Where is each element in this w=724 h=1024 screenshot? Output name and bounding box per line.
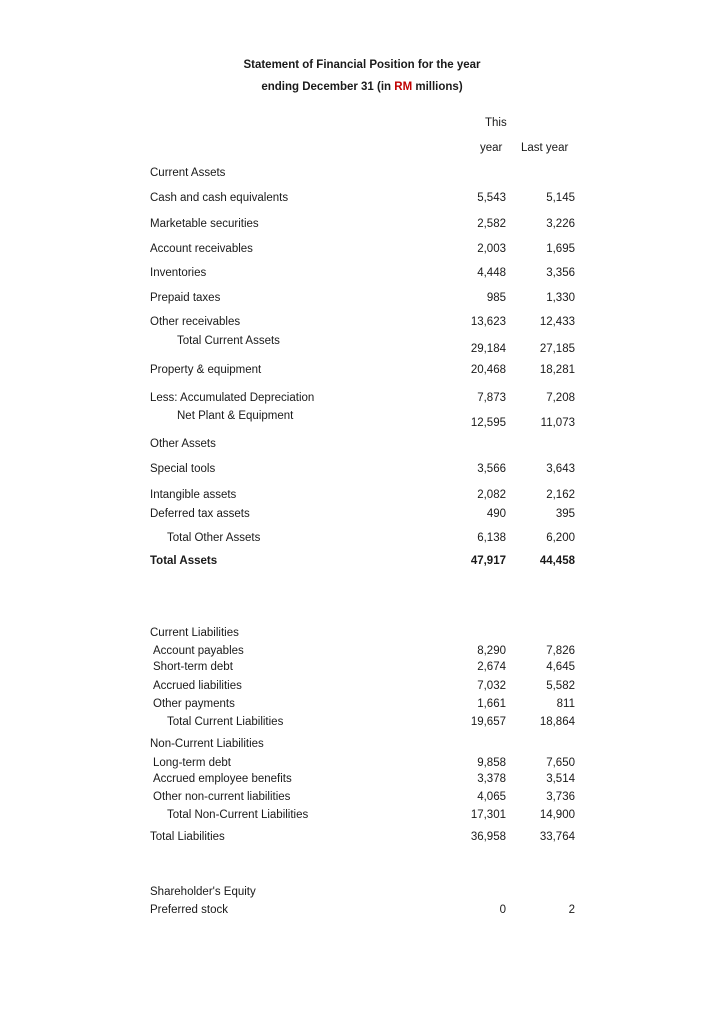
row-label: Total Current Liabilities (167, 716, 284, 728)
value-last-year: 6,200 (546, 532, 575, 544)
value-last-year: 1,330 (546, 292, 575, 304)
value-this-year: 6,138 (477, 532, 506, 544)
value-last-year: 3,356 (546, 267, 575, 279)
row-other-non-current-liabilities (0, 791, 724, 807)
value-this-year: 29,184 (470, 343, 506, 355)
row-total-non-current-liabilities (0, 809, 724, 825)
value-last-year: 12,433 (539, 316, 575, 328)
row-label: Current Liabilities (150, 627, 239, 639)
row-accrued-liabilities (0, 680, 724, 696)
row-label: Short-term debt (153, 661, 233, 673)
value-this-year: 47,917 (470, 555, 506, 567)
value-this-year: 2,003 (477, 243, 506, 255)
row-label: Total Other Assets (167, 532, 261, 544)
value-this-year: 13,623 (470, 316, 506, 328)
row-label: Total Non-Current Liabilities (167, 809, 309, 821)
row-total-current-assets-values (0, 343, 724, 359)
value-this-year: 490 (486, 508, 506, 520)
row-label: Accrued employee benefits (153, 773, 292, 785)
row-label: Inventories (150, 267, 207, 279)
row-label: Special tools (150, 463, 216, 475)
value-last-year: 5,582 (546, 680, 575, 692)
value-last-year: 811 (556, 698, 575, 710)
value-this-year: 2,082 (477, 489, 506, 501)
row-label: Marketable securities (150, 218, 259, 230)
value-this-year: 7,873 (477, 392, 506, 404)
col-header-this-line2: year (480, 142, 503, 154)
row-short-term-debt (0, 661, 724, 677)
row-label: Account payables (153, 645, 244, 657)
value-last-year: 44,458 (539, 555, 575, 567)
row-cash (0, 192, 724, 208)
value-this-year: 19,657 (470, 716, 506, 728)
value-this-year: 36,958 (470, 831, 506, 843)
value-this-year: 0 (499, 904, 506, 916)
value-this-year: 2,674 (477, 661, 506, 673)
row-total-assets (0, 555, 724, 571)
row-label: Other receivables (150, 316, 241, 328)
row-label: Current Assets (150, 167, 226, 179)
value-last-year: 11,073 (540, 417, 575, 429)
value-this-year: 985 (486, 292, 506, 304)
value-this-year: 9,858 (477, 757, 506, 769)
value-last-year: 5,145 (546, 192, 575, 204)
value-last-year: 2 (568, 904, 575, 916)
value-this-year: 20,468 (470, 364, 506, 376)
row-label: Total Assets (150, 555, 218, 567)
value-last-year: 18,864 (539, 716, 575, 728)
value-this-year: 4,065 (477, 791, 506, 803)
row-long-term-debt (0, 757, 724, 773)
statement-title-line1: Statement of Financial Position for the year (243, 59, 481, 71)
current-liabilities-header (0, 627, 724, 643)
value-last-year: 395 (555, 508, 575, 520)
value-last-year: 27,185 (539, 343, 575, 355)
other-assets-header (0, 438, 724, 454)
col-header-this-line1: This (485, 117, 507, 129)
row-accumulated-depreciation (0, 392, 724, 408)
row-deferred-tax-assets (0, 508, 724, 524)
row-label: Intangible assets (150, 489, 237, 501)
row-label: Prepaid taxes (150, 292, 221, 304)
statement-title-line2 (0, 81, 724, 93)
row-marketable-securities (0, 218, 724, 234)
row-label: Long-term debt (153, 757, 231, 769)
row-total-other-assets (0, 532, 724, 548)
row-label: Property & equipment (150, 364, 262, 376)
value-last-year: 2,162 (546, 489, 575, 501)
row-label: Deferred tax assets (150, 508, 250, 520)
row-accrued-employee-benefits (0, 773, 724, 789)
value-last-year: 7,208 (546, 392, 575, 404)
row-label: Account receivables (150, 243, 253, 255)
value-last-year: 3,226 (546, 218, 575, 230)
row-label: Shareholder's Equity (150, 886, 256, 898)
row-property-equipment (0, 364, 724, 380)
value-last-year: 14,900 (539, 809, 575, 821)
row-label: Less: Accumulated Depreciation (150, 392, 315, 404)
row-prepaid-taxes (0, 292, 724, 308)
currency-label: RM (394, 81, 413, 93)
value-last-year: 18,281 (539, 364, 575, 376)
row-other-payments (0, 698, 724, 714)
row-account-payables (0, 645, 724, 661)
row-preferred-stock (0, 904, 724, 920)
value-this-year: 3,378 (477, 773, 506, 785)
row-label: Preferred stock (150, 904, 228, 916)
row-label: Total Current Assets (177, 335, 280, 347)
row-label: Other non-current liabilities (153, 791, 291, 803)
col-header-last: Last year (521, 142, 569, 154)
shareholders-equity-header (0, 886, 724, 902)
value-this-year: 8,290 (477, 645, 506, 657)
value-this-year: 4,448 (477, 267, 506, 279)
value-this-year: 17,301 (470, 809, 506, 821)
row-label: Accrued liabilities (153, 680, 242, 692)
row-inventories (0, 267, 724, 283)
row-label: Other Assets (150, 438, 216, 450)
value-last-year: 3,736 (546, 791, 575, 803)
row-total-liabilities (0, 831, 724, 847)
value-last-year: 7,650 (546, 757, 575, 769)
row-label: Non-Current Liabilities (150, 738, 264, 750)
value-this-year: 3,566 (477, 463, 506, 475)
non-current-liabilities-header (0, 738, 724, 754)
row-other-receivables (0, 316, 724, 332)
value-last-year: 33,764 (539, 831, 575, 843)
row-label: Other payments (153, 698, 235, 710)
value-last-year: 3,514 (546, 773, 575, 785)
value-this-year: 2,582 (477, 218, 506, 230)
row-label: Net Plant & Equipment (177, 410, 294, 422)
title-prefix: ending December 31 (in (261, 81, 395, 93)
value-this-year: 7,032 (477, 680, 506, 692)
row-net-plant-values (0, 417, 724, 433)
value-this-year: 5,543 (477, 192, 506, 204)
row-label: Cash and cash equivalents (150, 192, 289, 204)
value-this-year: 1,661 (477, 698, 506, 710)
row-special-tools (0, 463, 724, 479)
value-last-year: 3,643 (546, 463, 575, 475)
row-account-receivables (0, 243, 724, 259)
value-last-year: 1,695 (546, 243, 575, 255)
value-last-year: 4,645 (546, 661, 575, 673)
value-last-year: 7,826 (546, 645, 575, 657)
current-assets-header (0, 167, 724, 183)
value-this-year: 12,595 (470, 417, 506, 429)
title-suffix: millions) (412, 81, 463, 93)
row-total-current-liabilities (0, 716, 724, 732)
row-label: Total Liabilities (150, 831, 225, 843)
row-intangible-assets (0, 489, 724, 505)
